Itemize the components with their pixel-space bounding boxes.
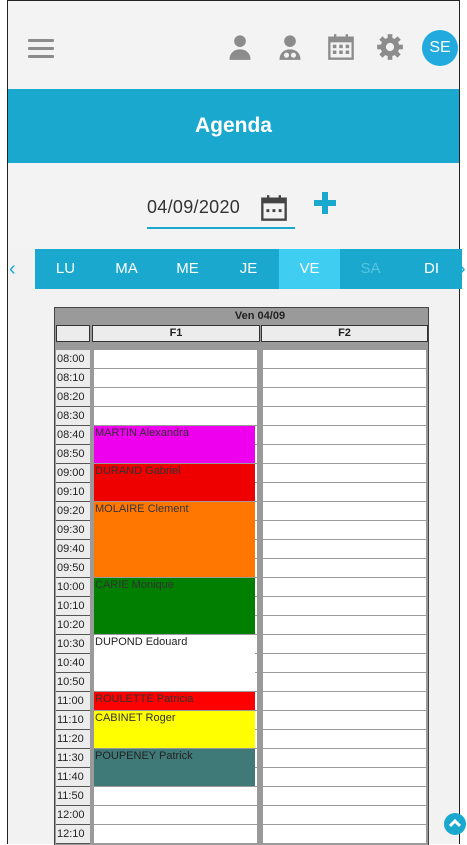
appointment-block[interactable]: DURAND Gabriel [94, 464, 255, 501]
time-label: 09:40 [56, 540, 90, 559]
user-icon[interactable] [226, 33, 254, 61]
top-bar [8, 1, 459, 89]
next-week-arrow-icon[interactable]: › [459, 258, 466, 280]
time-slot-f2[interactable] [263, 711, 426, 730]
appointment-block[interactable]: CARIE Monique [94, 578, 255, 634]
time-label: 08:00 [56, 350, 90, 369]
column-f2-slots [263, 350, 426, 844]
column-f1-slots [94, 350, 257, 844]
gear-icon[interactable] [376, 33, 404, 61]
time-label: 10:20 [56, 616, 90, 635]
time-label: 09:10 [56, 483, 90, 502]
previous-week-arrow-icon[interactable]: ‹ [9, 258, 16, 280]
time-label: 09:20 [56, 502, 90, 521]
time-slot-f2[interactable] [263, 464, 426, 483]
appointment-block[interactable]: ROULETTE Patricia [94, 692, 255, 710]
time-label: 08:40 [56, 426, 90, 445]
time-slot-f2[interactable] [263, 559, 426, 578]
time-label: 11:00 [56, 692, 90, 711]
time-slot-f1[interactable] [94, 369, 257, 388]
time-slot-f2[interactable] [263, 654, 426, 673]
time-label: 09:30 [56, 521, 90, 540]
day-tab-di[interactable]: DI [424, 260, 439, 277]
time-slot-f1[interactable] [94, 350, 257, 369]
date-row [8, 163, 459, 249]
time-label: 08:50 [56, 445, 90, 464]
time-slot-f2[interactable] [263, 369, 426, 388]
time-label: 12:00 [56, 806, 90, 825]
column-header-f1: F1 [92, 325, 260, 342]
day-tab-lu[interactable]: LU [55, 260, 76, 277]
time-slot-f2[interactable] [263, 806, 426, 825]
time-label: 11:10 [56, 711, 90, 730]
appointment-block[interactable]: DUPOND Edouard [94, 635, 255, 691]
day-tab-je[interactable]: JE [239, 260, 258, 277]
doctor-icon[interactable] [276, 33, 304, 61]
column-header-f2: F2 [261, 325, 428, 342]
time-label: 09:00 [56, 464, 90, 483]
time-slot-f2[interactable] [263, 673, 426, 692]
page-title: Agenda [8, 89, 459, 163]
date-input[interactable] [147, 191, 295, 229]
time-label: 10:50 [56, 673, 90, 692]
day-tab-ve[interactable]: VE [279, 249, 340, 289]
time-slot-f2[interactable] [263, 445, 426, 464]
user-avatar-button[interactable]: SE [422, 30, 458, 66]
time-slot-f2[interactable] [263, 787, 426, 806]
time-slot-f2[interactable] [263, 540, 426, 559]
calendar-icon[interactable] [327, 33, 355, 61]
time-label: 11:30 [56, 749, 90, 768]
time-label: 12:10 [56, 825, 90, 844]
time-slot-f1[interactable] [94, 388, 257, 407]
time-slot-f2[interactable] [263, 521, 426, 540]
menu-icon[interactable] [28, 39, 54, 59]
time-slot-f2[interactable] [263, 597, 426, 616]
time-slot-f2[interactable] [263, 350, 426, 369]
app-frame [7, 0, 466, 844]
appointment-block[interactable]: MARTIN Alexandra [94, 426, 255, 463]
calendar-picker-icon[interactable] [260, 194, 288, 222]
time-slot-f2[interactable] [263, 407, 426, 426]
time-slot-f2[interactable] [263, 578, 426, 597]
time-label: 08:10 [56, 369, 90, 388]
appointment-block[interactable]: MOLAIRE Clement [94, 502, 255, 577]
time-slot-f2[interactable] [263, 730, 426, 749]
time-label: 11:50 [56, 787, 90, 806]
time-label: 09:50 [56, 559, 90, 578]
agenda-day-label: Ven 04/09 [234, 310, 286, 322]
grid-corner [56, 325, 90, 342]
time-slot-f1[interactable] [94, 787, 257, 806]
time-slot-f1[interactable] [94, 825, 257, 844]
time-slot-f1[interactable] [94, 806, 257, 825]
time-label: 08:20 [56, 388, 90, 407]
time-label: 11:40 [56, 768, 90, 787]
time-column [56, 350, 90, 844]
time-slot-f2[interactable] [263, 616, 426, 635]
time-slot-f2[interactable] [263, 388, 426, 407]
day-tab-sa: SA [360, 260, 381, 277]
time-slot-f2[interactable] [263, 426, 426, 445]
appointment-block[interactable]: POUPENEY Patrick [94, 749, 255, 786]
time-slot-f2[interactable] [263, 749, 426, 768]
day-tab-ma[interactable]: MA [115, 260, 138, 277]
time-label: 10:10 [56, 597, 90, 616]
time-slot-f2[interactable] [263, 483, 426, 502]
day-tab-me[interactable]: ME [176, 260, 199, 277]
time-label: 08:30 [56, 407, 90, 426]
time-slot-f2[interactable] [263, 825, 426, 844]
time-slot-f1[interactable] [94, 407, 257, 426]
appointment-block[interactable]: CABINET Roger [94, 711, 255, 748]
add-appointment-icon[interactable] [313, 191, 337, 215]
time-label: 10:40 [56, 654, 90, 673]
day-tabs [35, 249, 462, 289]
date-value: 04/09/2020 [147, 197, 241, 217]
scroll-to-top-button[interactable] [444, 813, 466, 835]
time-slot-f2[interactable] [263, 635, 426, 654]
time-slot-f2[interactable] [263, 768, 426, 787]
agenda-grid [54, 307, 429, 845]
time-slot-f2[interactable] [263, 692, 426, 711]
chevron-up-icon [444, 813, 466, 835]
time-label: 10:00 [56, 578, 90, 597]
time-label: 11:20 [56, 730, 90, 749]
time-label: 10:30 [56, 635, 90, 654]
time-slot-f2[interactable] [263, 502, 426, 521]
